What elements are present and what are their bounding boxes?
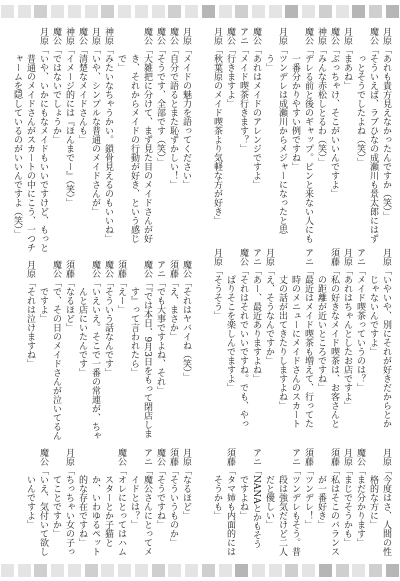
- border-square: [269, 564, 282, 577]
- utterance: 魔公「そういえば、ラブひなの成瀬川も景太郎にはずっとそうでしたよね（笑）」: [355, 27, 378, 243]
- utterance: 魔公「そうですね」: [155, 448, 165, 529]
- border-square: [235, 5, 248, 18]
- border-square: [85, 5, 98, 18]
- utterance: 月原「あれはちゃんとしたお店ですよ」: [342, 248, 352, 410]
- utterance: 魔公「オレにとってはハムスターとか子猫とか、いわゆるペット的な存在ですね」: [77, 448, 126, 556]
- bottom-square-border: [1, 564, 399, 577]
- utterance: 月原「まあね」: [342, 27, 352, 90]
- border-square: [269, 5, 282, 18]
- border-square: [202, 564, 215, 577]
- utterance: 魔公「『では本日、9月3日をもって閉店します』って言われたら」: [129, 260, 152, 438]
- border-square: [85, 564, 98, 577]
- border-square: [319, 564, 332, 577]
- border-square: [168, 5, 181, 18]
- border-square: [34, 564, 47, 577]
- utterance: 神原「みんな赤松しとるわ（笑）」: [316, 27, 326, 167]
- utterance: 月原「秋葉原のメイド喫茶より気軽な方が好き」: [212, 27, 222, 225]
- border-square: [252, 564, 265, 577]
- border-square: [369, 5, 382, 18]
- border-square: [168, 564, 181, 577]
- utterance: 魔公「そういう話なんです」: [103, 260, 113, 377]
- utterance: 魔公「大雑把に分けて、まず見た目のメイドさんが好き、それからメイドの行動が好き、という感じで」: [116, 27, 152, 243]
- border-square: [1, 564, 14, 577]
- border-square: [118, 564, 131, 577]
- utterance: 魔公「まだ分かります」: [355, 448, 365, 547]
- utterance: 魔公「それはヤバイね（笑）」: [181, 260, 191, 382]
- utterance: 月原「ツンデレは成瀬川からメジャーになったと思う」: [264, 27, 287, 234]
- border-square: [18, 5, 31, 18]
- border-square: [202, 5, 215, 18]
- utterance: 月原「ちっちゃい女の子ってことですか」: [51, 448, 74, 556]
- utterance: 魔公「そうです、全部です（笑）」: [155, 27, 165, 167]
- border-square: [152, 5, 165, 18]
- utterance: 須藤「え、まさか」: [168, 260, 178, 341]
- utterance: 月原「あれも貴方見えなかったんですか（笑）」: [381, 27, 391, 221]
- utterance: 月原「なるほど」: [181, 448, 191, 520]
- border-square: [118, 5, 131, 18]
- border-square: [285, 5, 298, 18]
- utterance: 魔公「ぶっちゃけ、そこがいいんですよ」: [329, 27, 339, 198]
- border-square: [336, 564, 349, 577]
- border-square: [235, 564, 248, 577]
- border-square: [336, 5, 349, 18]
- border-square: [386, 5, 399, 18]
- border-square: [68, 564, 81, 577]
- border-square: [352, 564, 365, 577]
- border-square: [285, 564, 298, 577]
- utterance: アニ「でも大事ですよね、それ」: [155, 260, 165, 395]
- border-square: [135, 5, 148, 18]
- utterance: アニ「NANAとかもそうですよね」: [238, 448, 261, 549]
- utterance: 魔公「いえいえ。そこで一番の常連が、ちゃんと店にいたんです」: [77, 260, 100, 440]
- text-block-top-right: [208, 27, 392, 243]
- utterance: 魔公「行きますよ」: [225, 27, 235, 108]
- border-square: [34, 5, 47, 18]
- border-square: [135, 564, 148, 577]
- utterance: アニ「魔公さんにとってメイドとは？」: [129, 448, 152, 556]
- utterance: 神原「みたいなちゃうかい。鎖骨見えるのもいいね」: [103, 27, 113, 243]
- border-square: [51, 5, 64, 18]
- text-block-middle-right: [208, 248, 392, 430]
- utterance: 月原「いや、いかにもなメイドもいいですけど、もっと普通のメイドさんがスカートの中にこう、一つチャームを隠しているのがいいんですよ（笑）」: [12, 27, 48, 252]
- utterance: 魔公「清楚なメイドさんも」: [77, 27, 87, 144]
- border-square: [302, 5, 315, 18]
- border-square: [219, 5, 232, 18]
- utterance: 魔公「ではないでしょうか」: [51, 27, 61, 144]
- text-block-bottom-left: [18, 448, 192, 556]
- border-square: [185, 5, 198, 18]
- utterance: 須藤「私はそこのバランスが一番好き」: [316, 448, 339, 556]
- border-square: [1, 5, 14, 18]
- utterance: 須藤「タマ姉も内面的にはそうかも」: [212, 448, 235, 556]
- border-square: [252, 5, 265, 18]
- border-square: [152, 564, 165, 577]
- text-block-middle-left: [18, 260, 192, 442]
- utterance: アニ「ツンデレもそう。普段は強気だけど二人だと優しい」: [264, 448, 300, 556]
- text-block-bottom-right: [208, 448, 392, 556]
- utterance: 月原「メイドの魅力を語ってください」: [181, 27, 191, 189]
- utterance: 須藤「えー」: [116, 260, 126, 314]
- border-square: [219, 564, 232, 577]
- border-square: [319, 5, 332, 18]
- utterance: 須藤「ツンデレ！」: [303, 448, 313, 529]
- border-square: [185, 564, 198, 577]
- utterance: 魔公「自分で語るとまた恥ずかしい！」: [168, 27, 178, 189]
- border-square: [51, 564, 64, 577]
- utterance: 須藤「なるほど」: [64, 260, 74, 332]
- utterance: 月原「いや、シンプルな普通のメイドさんが」: [90, 27, 100, 216]
- utterance: 魔公「で、その日のメイドさんが泣いてるんですよ」: [38, 260, 61, 440]
- utterance: 月原「いやいや、別にそれが好きだからとかじゃないんですよ」: [368, 248, 391, 428]
- border-square: [302, 564, 315, 577]
- utterance: アニ「最近はメイド喫茶も増えて、行ってた時のメニューにメイドさんのスカート丈の話が出てきたりしますよね」: [277, 248, 313, 428]
- utterance: 魔公「デレる前と後のギャップ。ピンと来ない人にも一番分かりやすい例ですね」: [290, 27, 313, 243]
- utterance: 月原「まじでそうかも」: [342, 448, 352, 547]
- border-square: [101, 5, 114, 18]
- utterance: 月原「そうそう」: [212, 248, 222, 320]
- border-square: [386, 564, 399, 577]
- border-square: [68, 5, 81, 18]
- utterance: アニ「メイド喫茶行きます？」: [238, 27, 248, 153]
- utterance: 魔公「いえ、気付いて欲しいんですよ」: [25, 448, 48, 556]
- top-square-border: [1, 5, 399, 18]
- border-square: [18, 564, 31, 577]
- utterance: アニ「メイド喫茶っていうのは？」: [355, 248, 365, 392]
- utterance: 須藤「私の好きなメイド喫茶は、お客さんとの距離が近いところですね」: [316, 248, 339, 428]
- utterance: 魔公「それはそれでいいですね。でも、やっぱりそこを楽しんでますよ」: [225, 248, 248, 428]
- utterance: 月原「それは泣けますね」: [25, 260, 35, 368]
- utterance: アニ「あー、最近ありますよね」: [251, 248, 261, 383]
- utterance: 魔公「あれはメイドのアレンジですよ」: [251, 27, 261, 189]
- text-block-top-left: [12, 27, 192, 255]
- border-square: [101, 564, 114, 577]
- border-square: [352, 5, 365, 18]
- border-square: [369, 564, 382, 577]
- utterance: 神原「イメージ的には『ほんまでー』（笑）」: [64, 27, 74, 207]
- utterance: 月原「え、そうなんですか」: [264, 248, 274, 365]
- utterance: 須藤「そういうものか」: [168, 448, 178, 547]
- utterance: 月原「今度はさ、人間の性格的な方に」: [368, 448, 391, 556]
